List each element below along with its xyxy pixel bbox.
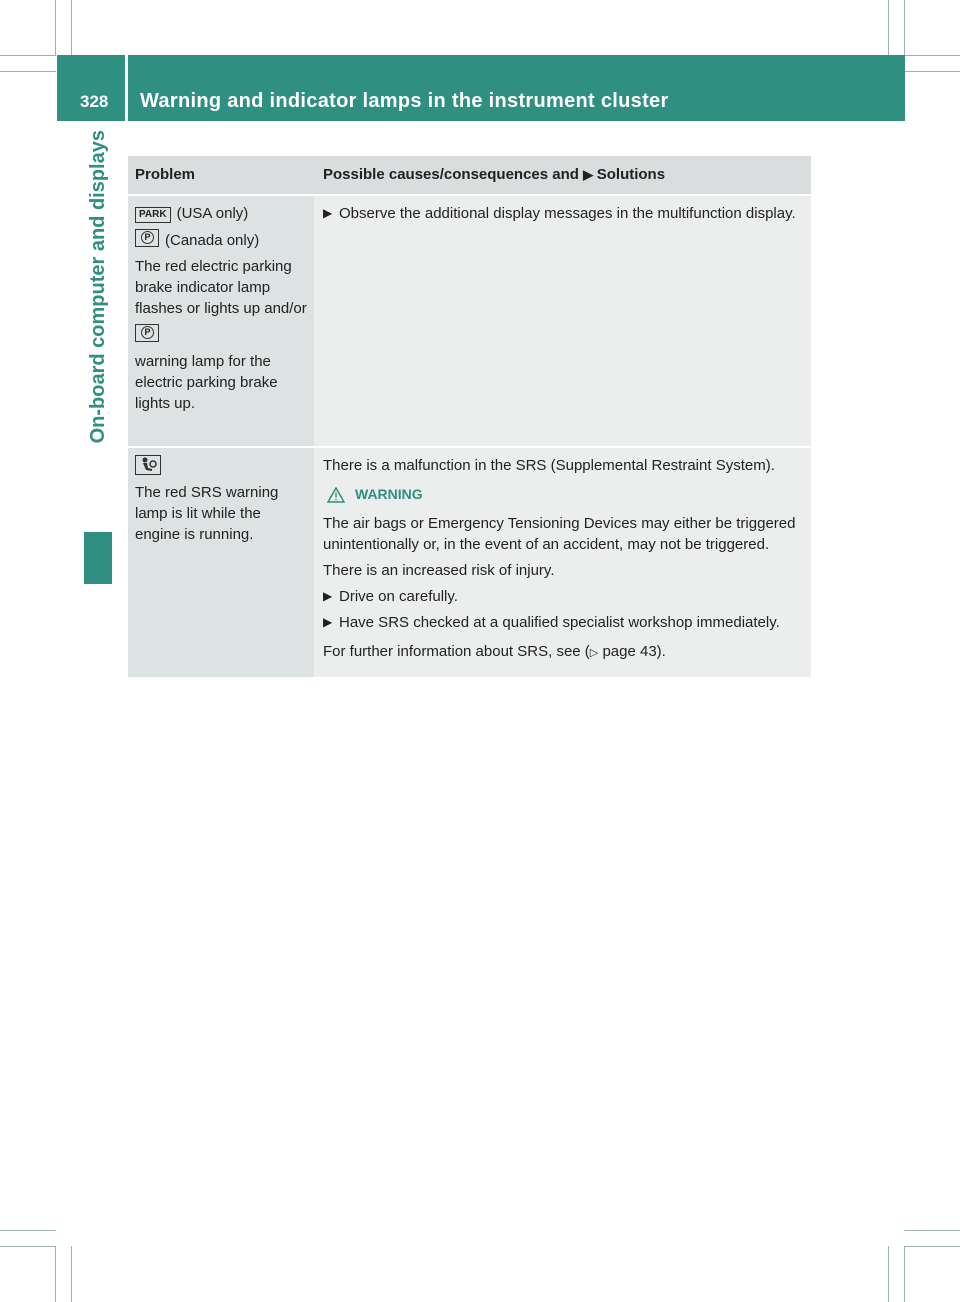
crop-mark: [904, 55, 960, 56]
problem-text: The red electric parking brake indicator lamp flashes or lights up and/or: [135, 258, 307, 317]
crop-mark: [71, 1246, 72, 1302]
table-row: [128, 448, 811, 677]
side-tab: [84, 130, 112, 584]
column-header-solutions-suffix: Solutions: [596, 166, 666, 183]
srs-airbag-icon: [135, 455, 161, 475]
warning-heading: [327, 484, 801, 505]
circle-p-brake-icon: [135, 324, 159, 342]
solution-cell: [314, 196, 811, 446]
crop-mark: [904, 71, 960, 72]
column-header-problem: Problem: [128, 156, 314, 194]
circle-p-brake-icon: [135, 229, 159, 247]
crop-mark: [55, 1246, 56, 1302]
page-reference-link[interactable]: page 43).: [602, 643, 666, 660]
list-item: [323, 203, 801, 224]
crop-mark: [904, 1246, 960, 1247]
header-divider: [125, 55, 128, 121]
crop-mark: [0, 1230, 56, 1231]
crop-mark: [71, 0, 72, 56]
usa-line: [135, 203, 307, 224]
crop-mark: [0, 71, 56, 72]
right-triangle-bullet-icon: ▶: [323, 206, 333, 220]
crop-mark: [0, 1246, 56, 1247]
problem-cell: [128, 196, 314, 446]
cause-text: There is a malfunction in the SRS (Supplemental Restraint System).: [323, 457, 775, 474]
table-row: [128, 196, 811, 446]
page-reference-arrow-icon: ▷: [589, 647, 599, 659]
list-item: [323, 586, 801, 607]
bullet-text: Have SRS checked at a qualified specialist workshop immediately.: [339, 614, 780, 631]
srs-icon-line: [135, 455, 307, 477]
crop-mark: [888, 0, 889, 56]
problem-cell: [128, 448, 314, 677]
column-header-solutions-prefix: Possible causes/consequences and: [323, 166, 579, 183]
crop-mark: [0, 55, 56, 56]
further-info: [323, 641, 801, 664]
page-number: 328: [80, 92, 109, 111]
canada-only-label: (Canada only): [165, 232, 260, 249]
risk-text: There is an increased risk of injury.: [323, 562, 555, 579]
problem-text: The red SRS warning lamp is lit while the engine is running.: [135, 484, 279, 543]
problem-text-2: warning lamp for the electric parking brake lights up.: [135, 353, 278, 412]
park-brake-icon: PARK: [135, 207, 171, 223]
warning-lamps-table: [128, 156, 811, 677]
solutions-arrow-icon: ▶: [583, 167, 597, 182]
crop-mark: [55, 0, 56, 56]
list-item: [323, 612, 801, 633]
solution-cell: [314, 448, 811, 677]
table-header-row: [128, 156, 811, 194]
further-info-prefix: For further information about SRS, see (: [323, 643, 590, 660]
canada-line: [135, 229, 307, 251]
column-header-solutions: [314, 156, 811, 194]
warning-triangle-icon: [327, 487, 345, 503]
usa-only-label: (USA only): [176, 205, 249, 222]
side-tab-label: On-board computer and displays: [87, 130, 109, 444]
section-title: Warning and indicator lamps in the instrument cluster: [140, 90, 669, 112]
crop-mark: [904, 1246, 905, 1302]
crop-mark: [888, 1246, 889, 1302]
solution-text: Observe the additional display messages in the multifunction display.: [339, 205, 796, 222]
bullet-text: Drive on carefully.: [339, 588, 458, 605]
circle-p-line: [135, 324, 307, 346]
right-triangle-bullet-icon: ▶: [323, 615, 333, 629]
right-triangle-bullet-icon: ▶: [323, 589, 333, 603]
warning-label: WARNING: [355, 486, 423, 502]
warning-text: The air bags or Emergency Tensioning Devices may either be triggered unintentionally or, in the event of an accident, may not be triggered.: [323, 515, 796, 553]
crop-mark: [904, 0, 905, 56]
side-tab-marker: [84, 532, 112, 584]
crop-mark: [904, 1230, 960, 1231]
